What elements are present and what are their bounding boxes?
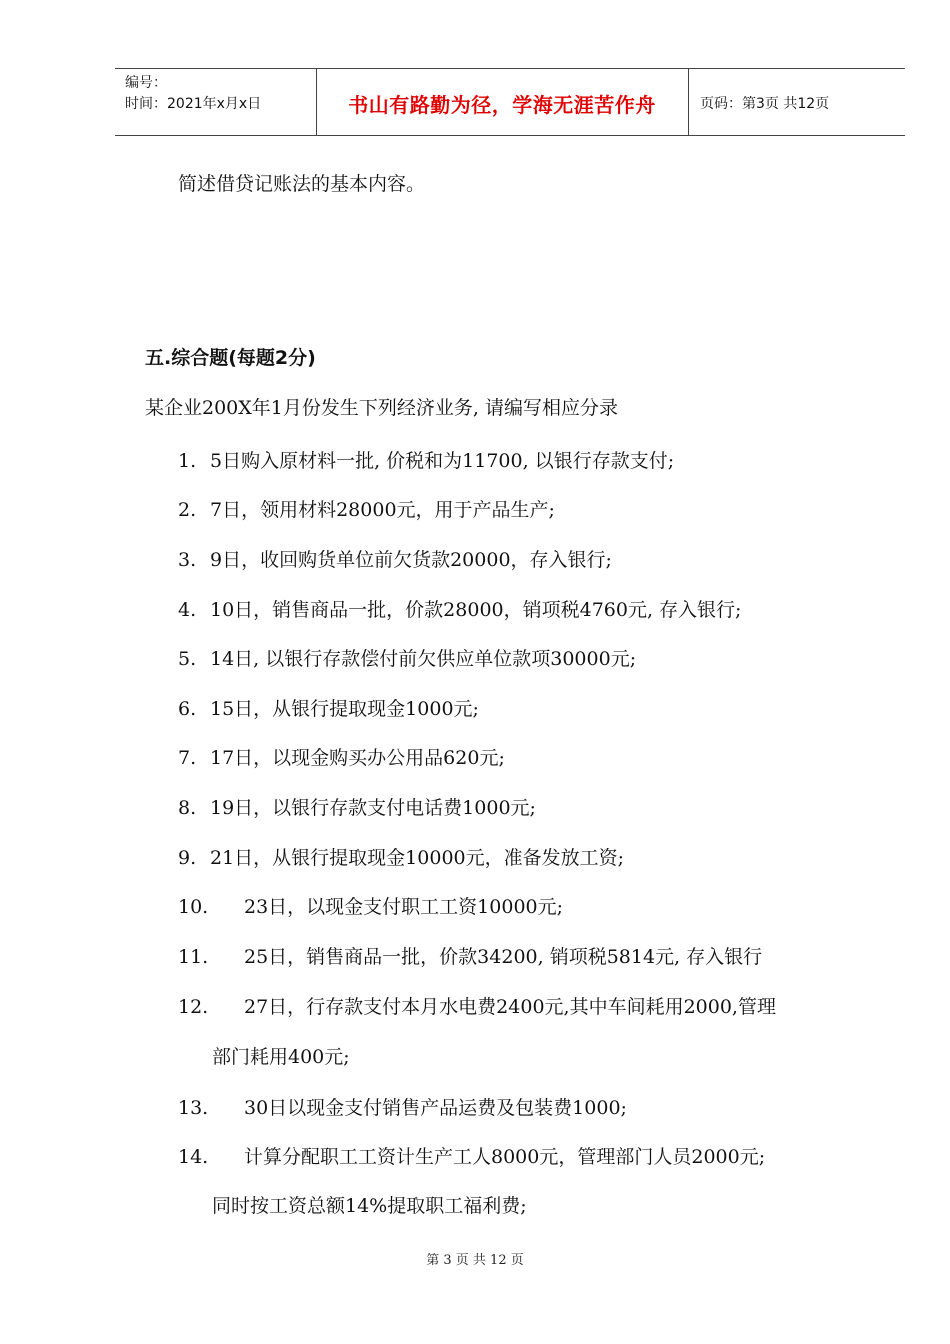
item-text: 10日，销售商品一批，价款28000，销项税4760元, 存入银行; [210,599,742,621]
list-item [178,945,762,969]
list-item [178,647,636,671]
item-number: 13. [178,1097,209,1119]
section-description: 某企业200X年1月份发生下列经济业务, 请编写相应分录 [145,397,618,419]
item-number: 12. [178,996,209,1018]
item-text: 21日，从银行提取现金10000元，准备发放工资; [210,847,625,869]
item-continuation: 部门耗用400元; [212,1046,350,1068]
list-item [178,498,555,522]
item-number: 1. [178,450,197,472]
item-text: 25日，销售商品一批，价款34200, 销项税5814元, 存入银行 [244,946,763,968]
list-item [178,895,563,919]
list-item [178,746,505,770]
list-item [178,796,536,820]
item-number: 9. [178,847,197,869]
header-divider [688,69,689,135]
item-number: 2. [178,499,197,521]
list-item [178,846,624,870]
item-text: 14日, 以银行存款偿付前欠供应单位款项30000元; [210,648,637,670]
header-page-label: 页码：第3页 共12页 [700,96,830,112]
item-text: 9日，收回购货单位前欠货款20000，存入银行; [210,549,612,571]
list-item [178,697,479,721]
item-text: 17日，以现金购买办公用品620元; [210,747,505,769]
section-title: 五.综合题(每题2分) [145,347,316,369]
item-number: 5. [178,648,197,670]
list-item [178,548,612,572]
list-item [178,995,776,1019]
list-item [178,1096,627,1120]
item-number: 6. [178,698,197,720]
item-text: 7日，领用材料28000元，用于产品生产; [210,499,555,521]
header-motto: 书山有路勤为径，学海无涯苦作舟 [348,93,656,117]
item-continuation: 同时按工资总额14%提取职工福利费; [212,1195,527,1217]
intro-question: 简述借贷记账法的基本内容。 [178,173,426,195]
page-header [115,68,905,136]
item-number: 7. [178,747,197,769]
item-text: 5日购入原材料一批, 价税和为11700, 以银行存款支付; [210,450,675,472]
item-number: 8. [178,797,197,819]
list-item [178,449,674,473]
header-meta [125,73,261,115]
item-number: 11. [178,946,209,968]
item-number: 14. [178,1146,209,1168]
number-label: 编号： [125,75,167,91]
item-number: 10. [178,896,209,918]
item-text: 23日，以现金支付职工工资10000元; [244,896,564,918]
page-footer: 第 3 页 共 12 页 [426,1253,524,1268]
item-text: 19日，以银行存款支付电话费1000元; [210,797,536,819]
item-text: 计算分配职工工资计生产工人8000元，管理部门人员2000元; [244,1146,766,1168]
item-text: 30日以现金支付销售产品运费及包装费1000; [244,1097,627,1119]
time-label: 时间：2021年x月x日 [125,96,262,112]
item-number: 4. [178,599,197,621]
item-text: 15日，从银行提取现金1000元; [210,698,479,720]
list-item [178,1145,765,1169]
list-item [178,598,741,622]
item-text: 27日，行存款支付本月水电费2400元,其中车间耗用2000,管理 [244,996,776,1018]
item-number: 3. [178,549,197,571]
